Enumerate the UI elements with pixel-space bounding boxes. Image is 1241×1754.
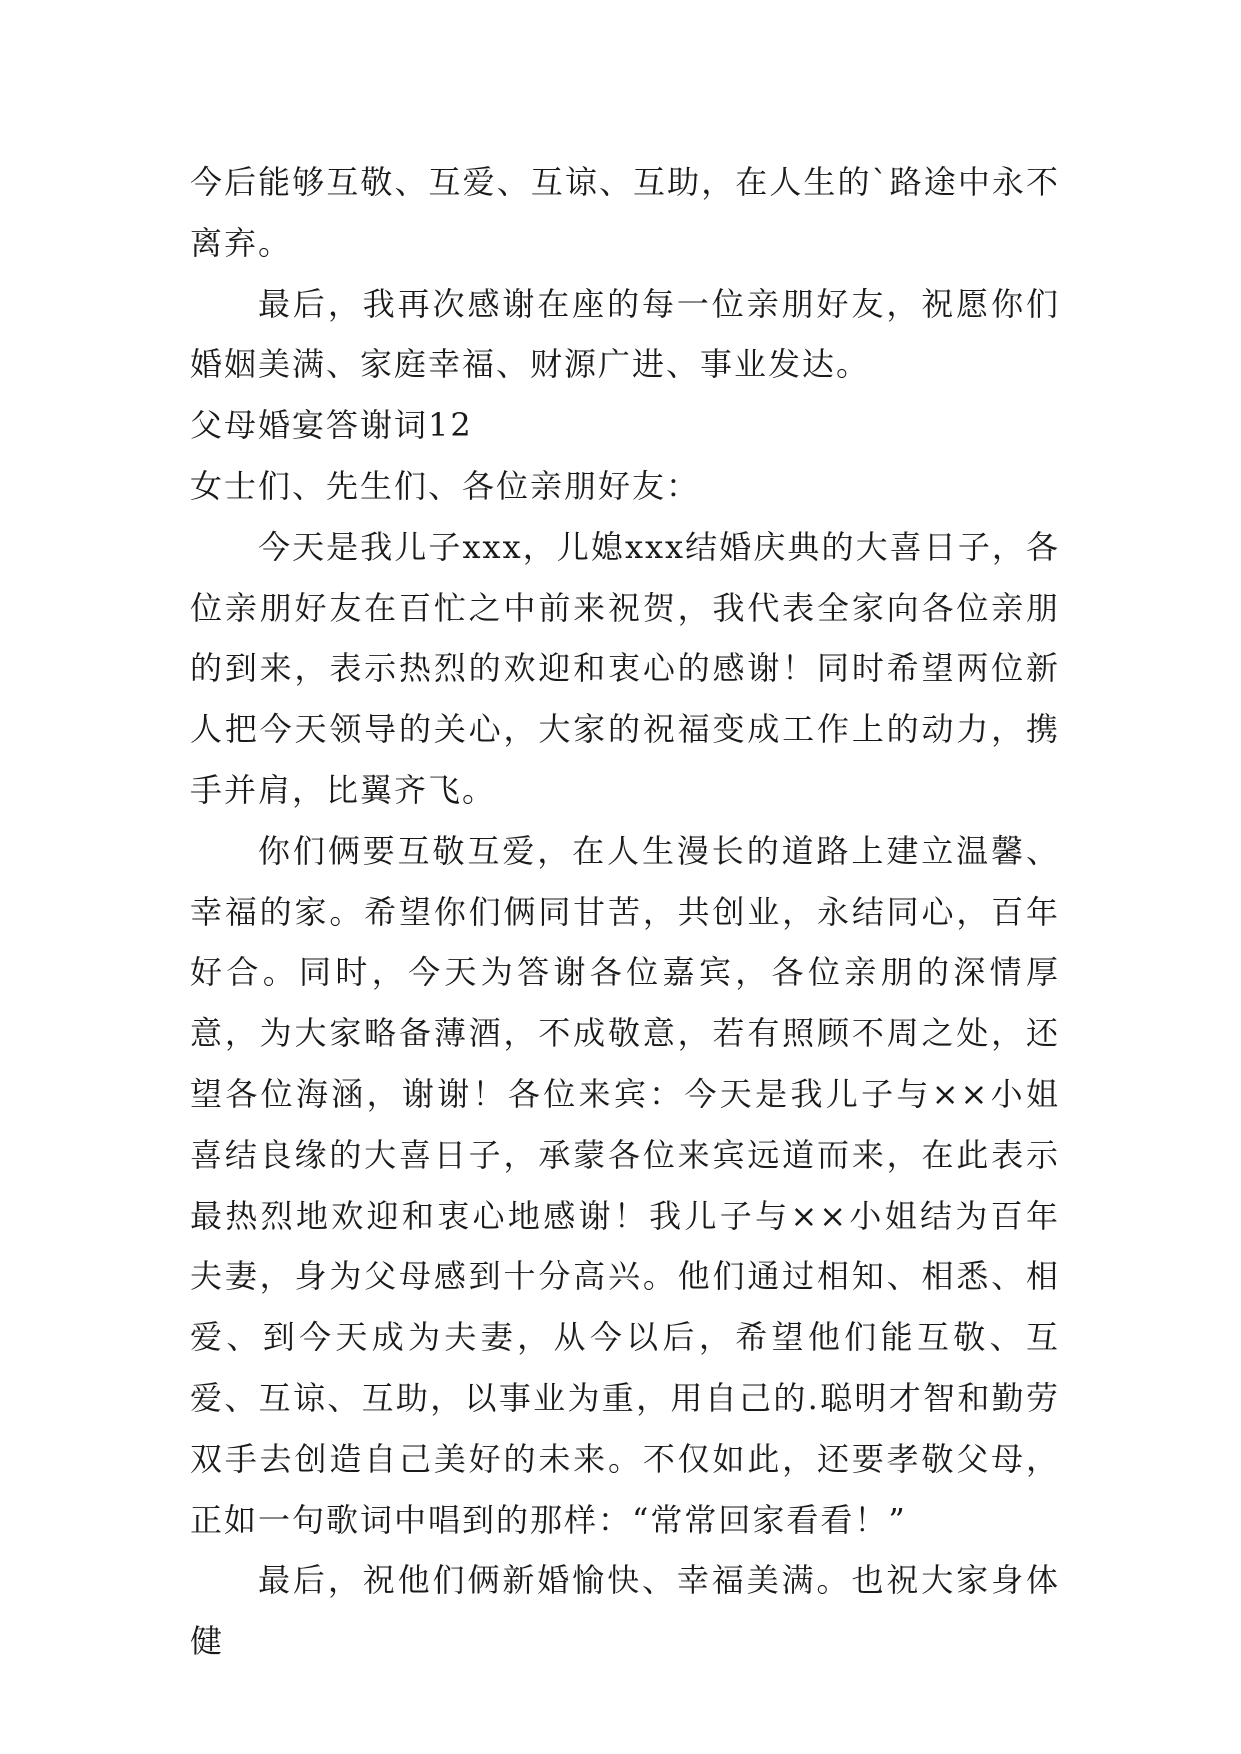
- paragraph-welcome: 今天是我儿子xxx，儿媳xxx结婚庆典的大喜日子，各位亲朋好友在百忙之中前来祝贺，我代表全家向各位亲朋的到来，表示热烈的欢迎和衷心的感谢！同时希望两位新人把今天领导的关心，大家的祝福变成工作上的动力，携手并肩，比翼齐飞。: [190, 527, 1060, 809]
- document-body: [190, 152, 1060, 1672]
- paragraph-final: 最后，祝他们俩新婚愉快、幸福美满。也祝大家身体健: [190, 1561, 1060, 1661]
- paragraph-continuation: 今后能够互敬、互爱、互谅、互助，在人生的`路途中永不离弃。: [190, 163, 1060, 262]
- salutation: 女士们、先生们、各位亲朋好友：: [190, 466, 701, 505]
- paragraph-wishes: 你们俩要互敬互爱，在人生漫长的道路上建立温馨、幸福的家。希望你们俩同甘苦，共创业，永结同心，百年好合。同时，今天为答谢各位嘉宾，各位亲朋的深情厚意，为大家略备薄酒，不成敬意，若有照顾不周之处，还望各位海涵，谢谢！各位来宾：今天是我儿子与××小姐喜结良缘的大喜日子，承蒙各位来宾远道而来，在此表示最热烈地欢迎和衷心地感谢！我儿子与××小姐结为百年夫妻，身为父母感到十分高兴。他们通过相知、相悉、相爱、到今天成为夫妻，从今以后，希望他们能互敬、互爱、互谅、互助，以事业为重，用自己的.聪明才智和勤劳双手去创造自己美好的未来。不仅如此，还要孝敬父母，正如一句歌词中唱到的那样：“常常回家看看！”: [190, 831, 1060, 1539]
- paragraph-closing-blessing: 最后，我再次感谢在座的每一位亲朋好友，祝愿你们婚姻美满、家庭幸福、财源广进、事业发达。: [190, 284, 1060, 384]
- section-heading: 父母婚宴答谢词12: [190, 406, 473, 445]
